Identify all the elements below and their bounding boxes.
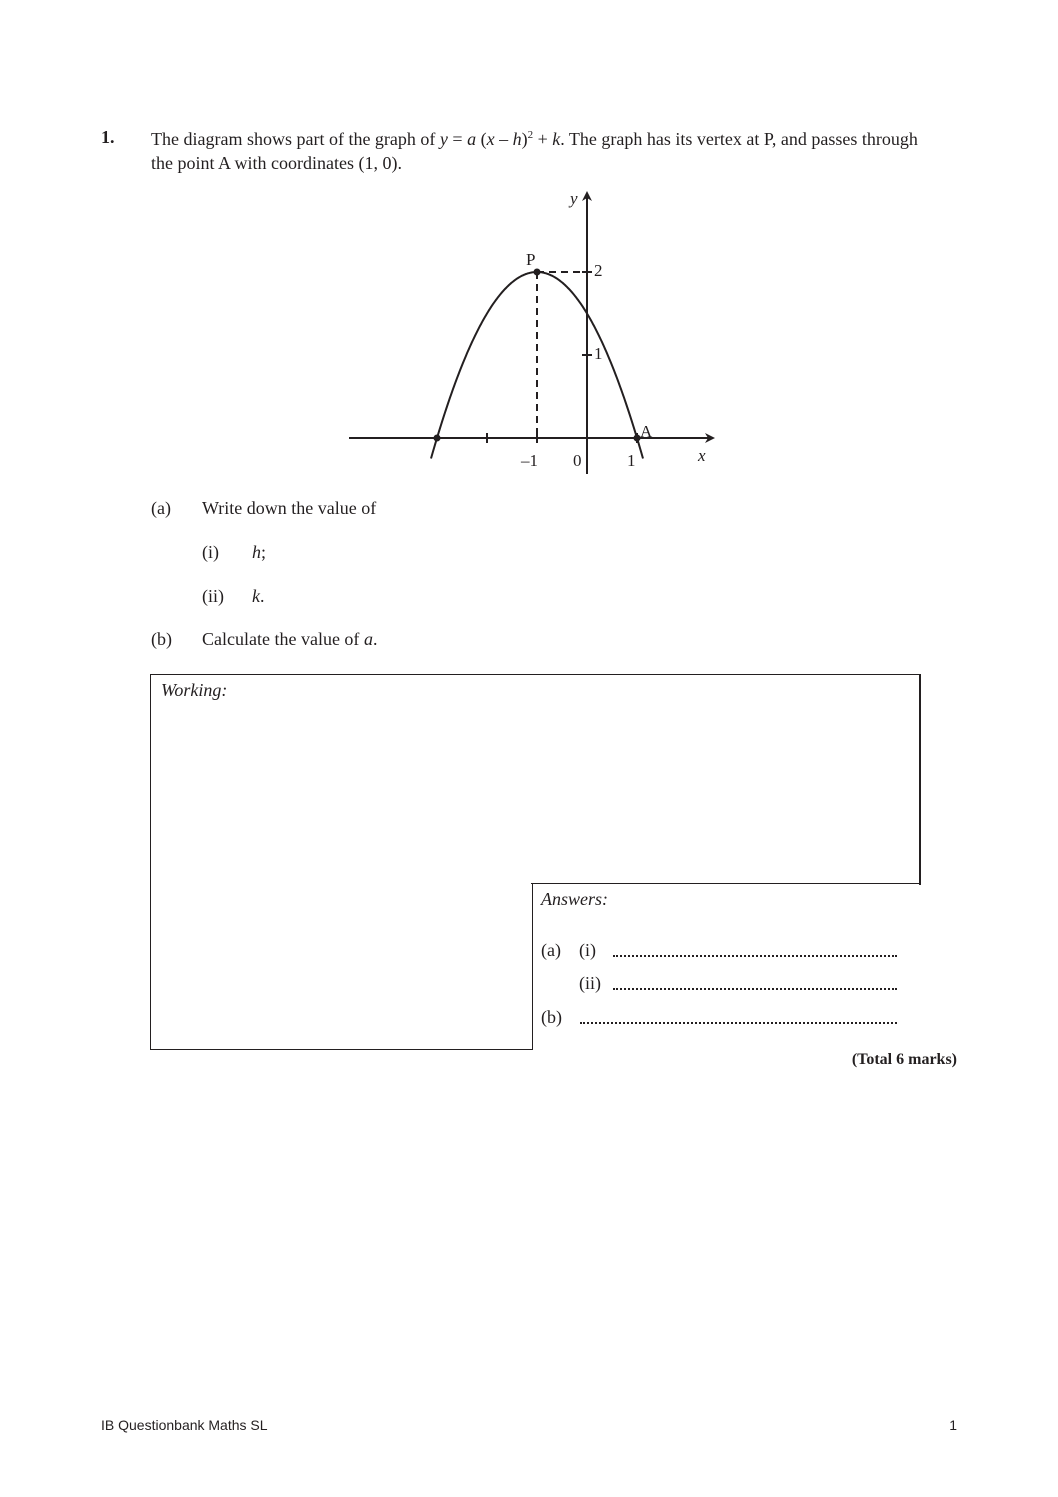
parabola-diagram <box>0 0 1058 520</box>
x-tick-label-1: 1 <box>627 451 636 470</box>
working-box-right-edge <box>919 674 920 885</box>
part-a-text: Write down the value of <box>202 498 377 518</box>
x-intercept-point <box>434 435 441 442</box>
answer-a-ii-line[interactable] <box>613 988 897 990</box>
answers-divider <box>531 883 921 884</box>
answer-a-label: (a) <box>541 940 561 960</box>
question-intro: The diagram shows part of the graph of y = a (x – h)$^2$ + k. The graph has its vertex at P, and passes through the point A with coordinates (1, 0). <box>151 129 918 173</box>
x-tick-label-0: 0 <box>573 451 582 470</box>
part-a-label: (a) <box>151 498 171 518</box>
point-label-a: A <box>640 422 653 441</box>
answer-a-i-line[interactable] <box>613 955 897 957</box>
working-box[interactable] <box>150 674 921 885</box>
question-number: 1. <box>101 127 115 147</box>
x-axis-label: x <box>698 446 706 465</box>
point-label-p: P <box>526 250 536 269</box>
y-tick-label-2: 2 <box>594 261 603 280</box>
answer-b-line[interactable] <box>580 1022 897 1024</box>
answer-b-label: (b) <box>541 1007 562 1027</box>
part-b-label: (b) <box>151 629 172 649</box>
total-marks: (Total 6 marks) <box>851 1051 957 1068</box>
y-axis-label: y <box>570 189 578 208</box>
working-label: Working: <box>161 680 228 700</box>
part-a-ii-text: k. <box>252 586 265 606</box>
y-tick-label-1: 1 <box>594 344 603 363</box>
x-tick-label-neg1: –1 <box>521 451 538 470</box>
answer-a-ii-label: (ii) <box>579 973 601 993</box>
part-b-text: Calculate the value of a. <box>202 629 378 649</box>
vertex-point-p <box>534 269 541 276</box>
part-a-ii-label: (ii) <box>202 586 224 606</box>
part-a-i-text: h; <box>252 542 267 562</box>
answers-label: Answers: <box>541 889 608 909</box>
page-number: 1 <box>949 1417 957 1433</box>
part-a-i-label: (i) <box>202 542 219 562</box>
working-box-lower[interactable] <box>150 884 533 1050</box>
answer-a-i-label: (i) <box>579 940 596 960</box>
footer-source: IB Questionbank Maths SL <box>101 1417 268 1433</box>
